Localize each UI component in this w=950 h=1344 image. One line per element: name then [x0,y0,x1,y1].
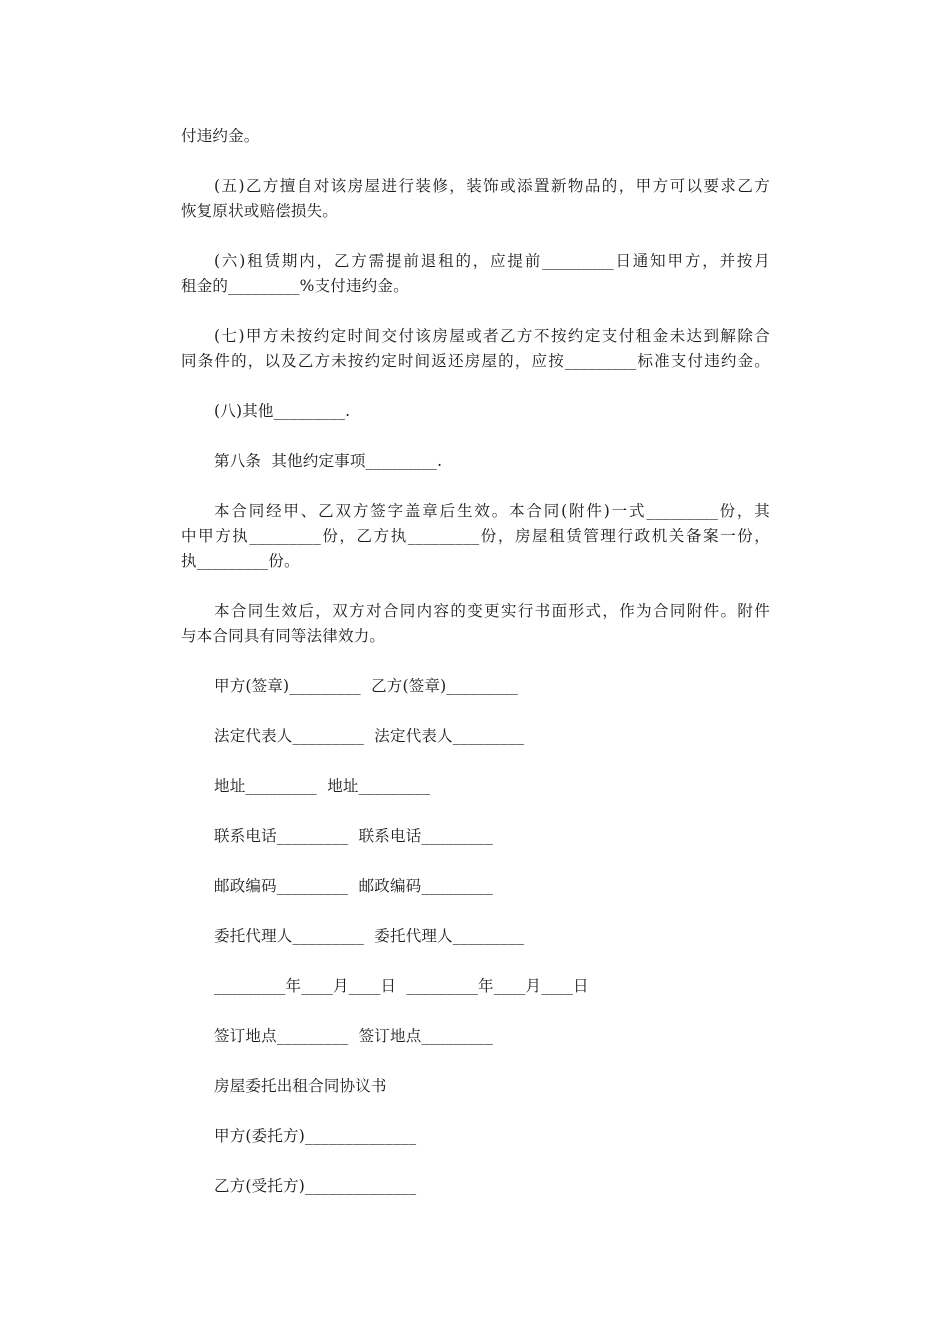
paragraph-line: 租金的_________%支付违约金。 [181,277,409,295]
phone-line: 联系电话_________ 联系电话_________ [214,827,493,845]
paragraph-line: 中甲方执_________份，乙方执_________份，房屋租赁管理行政机关备案一份， [181,527,770,545]
section-title: 房屋委托出租合同协议书 [214,1077,387,1095]
paragraph-line: 执_________份。 [181,552,300,570]
party-b-line: 乙方(受托方)______________ [214,1177,417,1195]
paragraph-line: (七)甲方未按约定时间交付该房屋或者乙方不按约定支付租金未达到解除合 [214,327,770,345]
signature-party-line: 甲方(签章)_________ 乙方(签章)_________ [214,677,518,695]
paragraph-line: (六)租赁期内，乙方需提前退租的，应提前_________日通知甲方，并按月 [214,252,770,270]
date-line: _________年____月____日 _________年____月____日 [214,977,589,995]
paragraph-line: 本合同生效后，双方对合同内容的变更实行书面形式，作为合同附件。附件 [214,602,770,620]
paragraph-line: 本合同经甲、乙双方签字盖章后生效。本合同(附件)一式_________份，其 [214,502,770,520]
address-line: 地址_________ 地址_________ [214,777,431,795]
paragraph-line: 同条件的，以及乙方未按约定时间返还房屋的，应按_________标准支付违约金。 [181,352,770,370]
text-line: 付违约金。 [181,127,260,145]
article-heading: 第八条 其他约定事项_________. [214,452,443,470]
agent-line: 委托代理人_________ 委托代理人_________ [214,927,525,945]
postcode-line: 邮政编码_________ 邮政编码_________ [214,877,493,895]
signing-place-line: 签订地点_________ 签订地点_________ [214,1027,493,1045]
party-a-line: 甲方(委托方)______________ [214,1127,417,1145]
paragraph-line: (五)乙方擅自对该房屋进行装修，装饰或添置新物品的，甲方可以要求乙方 [214,177,770,195]
paragraph-line: 恢复原状或赔偿损失。 [181,202,339,220]
paragraph-line: (八)其他_________. [214,402,351,420]
legal-representative-line: 法定代表人_________ 法定代表人_________ [214,727,525,745]
paragraph-line: 与本合同具有同等法律效力。 [181,627,386,645]
